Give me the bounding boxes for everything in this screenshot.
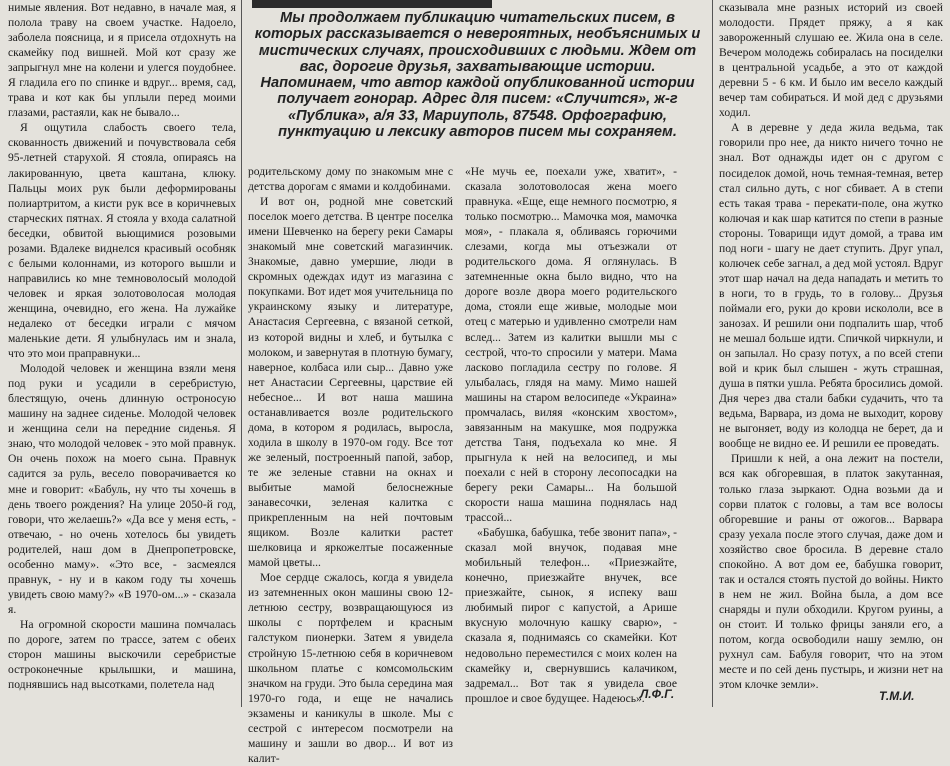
paragraph: родительскому дому по знакомым мне с детства дорогам с ямами и колдобинами.: [248, 165, 453, 194]
column-1: [8, 0, 236, 707]
paragraph: сказывала мне разных историй из своей молодости. Прядет пряжу, а я как завороженный слушаю ее. Жила она в селе. Вечером молодежь собиралась на посиделки в центральной усадьбе, а это от каждой деревни 5 - 6 км. И было им весело каждый вечер там собираться. И мой дед с друзьями ходил.: [719, 1, 943, 120]
paragraph: Я ощутила слабость своего тела, скованность движений и почувствовала себя 95-летней старухой. Я стояла, опираясь на лакированную, цвета каштана, клюку. Пальцы моих рук были деформированы полиартритом, а кисти рук все в коричневых старческих пятнах. Я стояла у входа салатной беседки, обвитой вьющимися розовыми розами. Вдалеке виднелся красивый особняк с белыми колоннами, из которого вышли и направились ко мне темноволосый молодой человек и яркая золотоволосая молодая женщина, очевидно, его жена. На лужайке недалеко от беседки играли с мячом маленькие дети. Я улыбнулась им и знала, что это мои праправнуки...: [8, 121, 236, 361]
paragraph: Молодой человек и женщина взяли меня под руки и усадили в серебристую, блестящую, очень длинную остроносую машину на заднее сиденье. Молодой человек и женщина сели на передние сиденья. Я знаю, что молодой человек - это мой правнук. Он очень похож на моего сына. Правнук садится за руль, весело поворачивается ко мне и говорит: «Бабуль, ну что ты хочешь в день твоего рождения? На улице 2050-й год, говори, что желаешь?» «Да все у меня есть, - отвечаю, - но очень хотелось бы увидеть родителей, наш дом в Днепропетровске, особенно маму». «Это все, - засмеялся правнук, - ну и в каком году ты хочешь увидеть свою маму?» «В 1970-ом...» - сказала я.: [8, 362, 236, 616]
paragraph: Пришли к ней, а она лежит на постели, вся как обгоревшая, в платок закутанная, только глаза зыркают. Одна возьми да и сорви платок с головы, а там все волосы обгоревшие и раны от ожогов... Варвара сразу уехала после этого случая, даже дом и хозяйство свое бросила. В деревне стало спокойно. А вот дом ее, бабушка говорит, так и остался стоять пустой до войны. Никто в нем не жил. Война была, а дом все снаряды и пули обходили. Кругом руины, а он стоит. И только фрицы заняли его, а потом, когда освободили нашу землю, он рухнул сам. Бабуля говорит, что на этом месте и по сей день пустырь, и жизни нет на этом клочке земли».: [719, 452, 943, 692]
paragraph: Мое сердце сжалось, когда я увидела из затемненных окон машины свою 12-летнюю сестру, возвращающуюся из школы с портфелем и красным галстуком пионерки. Затем я увидела стройную 15-летнюю себя в коричневом школьном платье с комсомольским значком на груди. Это была середина мая 1970-го года, и еще не начались экзамены и каникулы в школе. Мы с сестрой с интересом посмотрели на машину и зашли во двор... И вот из калит-: [248, 571, 453, 765]
paragraph: «Не мучь ее, поехали уже, хватит», - сказала золотоволосая жена моего правнука. «Еще, еще немного посмотрю, я только посмотрю... Мамочка моя, мамочка моя», - плакала я, обливаясь горючими слезами, когда мы отъезжали от родительского дома. Я оглянулась. В затемненные окна было видно, что на дороге возле двора моего родительского дома, стояли еще живые, молодые мои отец с матерью и удивленно смотрели нам вслед... Затем из калитки вышли мы с сестрой, что-то спросили у матери. Мама ласково погладила сестру по голове. Я улыбалась, глядя на маму. Мимо нашей машины на старом велосипеде «Украина» промчалась, виляя «конским хвостом», завязанным на макушке, моя подружка детства Таня, подъехала ко мне. Я прыгнула к ней на велосипед, и мы поехали с ней в сторону лесопосадки на берегу реки Самары... На большой скорости наша машина поднялась над трассой...: [465, 165, 677, 525]
author-signature: Т.М.И.: [879, 689, 915, 703]
paragraph: «Бабушка, бабушка, тебе звонит папа», - сказал мой внучок, подавая мне мобильный телефон... «Приезжайте, конечно, приезжайте внучек, все приезжайте, сынок, я испеку ваш любимый пирог с капустой, а Арише вкусную молочную кашку сварю», - сказала я, поднимаясь со скамейки. Кот недовольно переместился с моих колен на скамейку и, свернувшись калачиком, задремал... Вот так я увидела свое прошлое и свое будущее. Надеюсь».: [465, 526, 677, 705]
column-rule: [241, 0, 242, 707]
column-4: [719, 0, 943, 707]
column-2: [248, 164, 453, 765]
paragraph: А в деревне у деда жила ведьма, так говорили про нее, да никто ничего точно не знал. Вот однажды идет он с другом с посиделок домой, ночь темная-темная, ветер стал сильно дуть, с ног сбивает. А в степи есть такая трава - перекати-поле, она жутко колючая и как шар катится по степи в разные стороны. Товарищи идут домой, а трава им под ноги - шагу не дает ступить. Друг упал, колючек себе загнал, а дед мой устоял. Вдруг этот шар начал на деда нападать и метить то в ноги, то в грудь, то в голову... Друзья поймали его, руки до крови искололи, все в занозах. И решили они подпалить шар, чтоб не мешал больше идти. Спичкой чиркнули, и он запылал. Но сразу потух, а по всей степи вой и крик был слышен - жуть страшная, душа в пятки ушла. Ребята бросились домой. Дня через два стали бабки судачить, что та ведьма, Варвара, из дома не выходит, корову не выгоняет, воду из колодца не берет, да и вообще не видно ее. И решили ее проведать.: [719, 121, 943, 451]
column-rule: [712, 0, 713, 707]
author-signature: Л.Ф.Г.: [640, 687, 675, 701]
paragraph: И вот он, родной мне советский поселок моего детства. В центре поселка имени Шевченко на берегу реки Самары знакомый мне советский магазинчик. Знакомые, давно умершие, люди в скромных одеждах идут из магазина с покупками. Вот идет моя учительница по украинскому языку и литературе, Анастасия Сергеевна, с вязаной сеткой, из которой видны и хлеб, и бутылка с молоком, и завернутая в плотную бумагу, наверное, колбаса или сыр... Давно уже нет Анастасии Сергеевны, царствие ей небесное... И вот наша машина останавливается возле родительского дома, в котором я родилась, выросла, ходила в школу в 1970-ом году. Все тот же зеленый, построенный папой, забор, те же зеленые ставни на окнах и выбитые мамой белоснежные занавесочки, зеленая калитка с прикрепленным на ней почтовым ящиком. Возле калитки растет шелковица и яркожелтые посаженные мамой цветы...: [248, 195, 453, 570]
photo-edge: [252, 0, 492, 8]
editorial-intro: Мы продолжаем публикацию читательских писем, в которых рассказывается о невероятных, необъяснимых и мистических случаях, происходивших с людьми. Ждем от вас, дорогие друзья, захватывающие истории. Напоминаем, что автор каждой опубликованной истории получает гонорар. Адрес для писем: «Случится», ж-г «Публика», а/я 33, Мариуполь, 87548. Орфографию, пунктуацию и лексику авторов писем мы сохраняем.: [254, 10, 701, 141]
paragraph: нимые явления. Вот недавно, в начале мая, я полола траву на своем участке. Надоело, заболела поясница, и я присела отдохнуть на скамейку под вишней. Мой кот сразу же запрыгнул мне на колени и улегся поудобнее. Я гладила его по спинке и вдруг... время, сад, трава и кот как бы уплыли перед моими глазами, растаяли, как не бывало...: [8, 1, 236, 120]
paragraph: На огромной скорости машина помчалась по дороге, затем по трассе, затем с обеих сторон машины выскочили серебристые остроконечные крылышки, и машина, поднявшись над высотками, полетела над: [8, 617, 236, 692]
